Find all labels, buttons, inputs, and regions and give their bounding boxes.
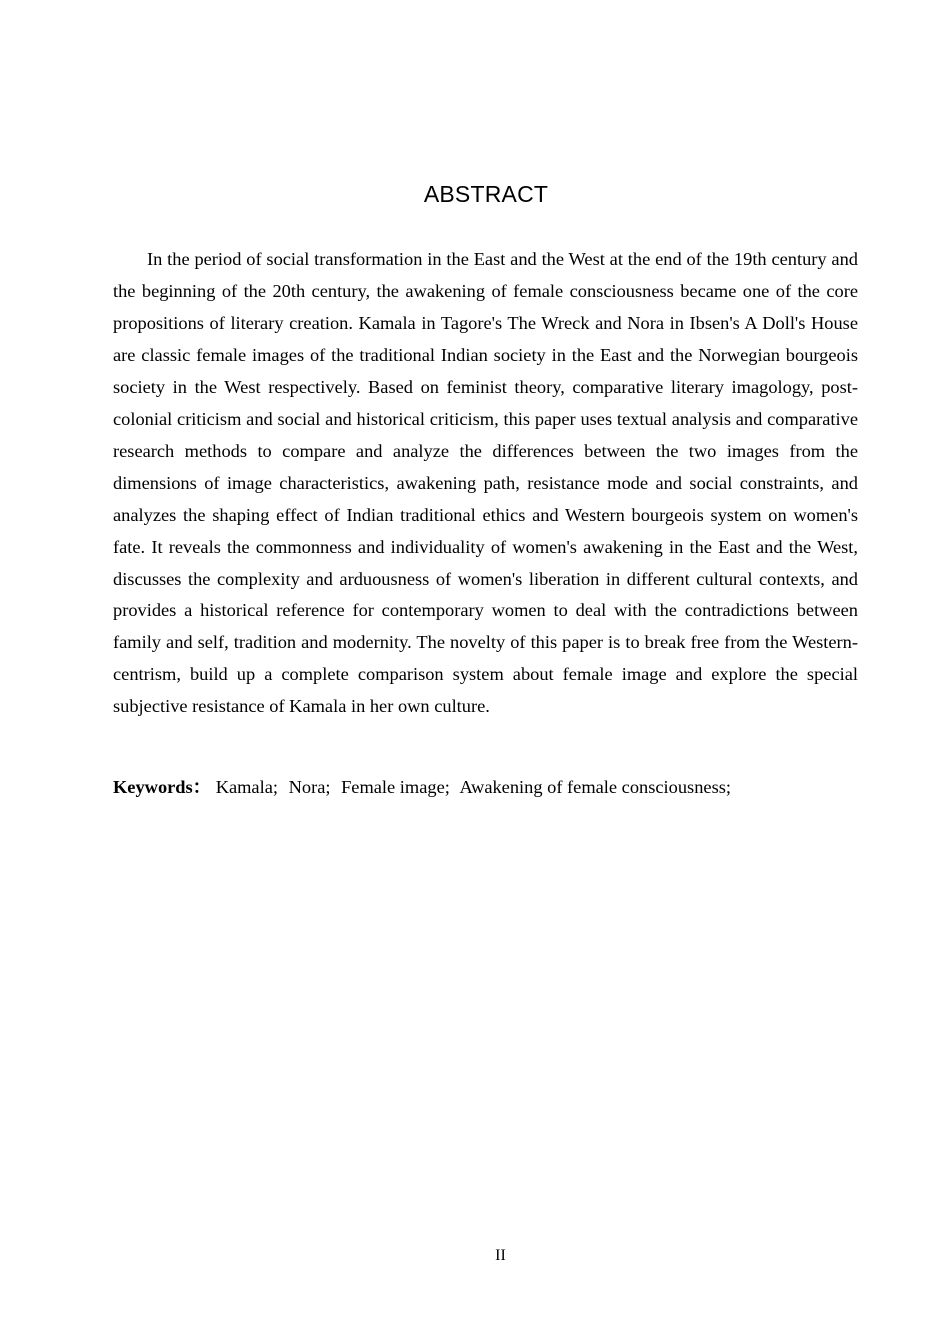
keyword-item: Awakening of female consciousness; <box>459 777 731 797</box>
keyword-item: Kamala; <box>215 777 278 797</box>
page-number: II <box>495 1247 506 1264</box>
keywords-line <box>113 771 858 803</box>
keywords-label: Keywords： <box>113 777 212 797</box>
abstract-title: ABSTRACT <box>423 181 549 207</box>
keyword-item: Nora; <box>288 777 331 797</box>
keyword-item: Female image; <box>341 777 450 797</box>
abstract-body: In the period of social transformation in the East and the West at the end of the 19th century and the beginning of the 20th century, the awakening of female consciousness became one of the core propositions of literary creation. Kamala in Tagore's The Wreck and Nora in Ibsen's A Doll's House are classic female images of the traditional Indian society in the East and the Norwegian bourgeois society in the West respectively. Based on feminist theory, comparative literary imagology, post-colonial criticism and social and historical criticism, this paper uses textual analysis and comparative research methods to compare and analyze the differences between the two images from the dimensions of image characteristics, awakening path, resistance mode and social constraints, and analyzes the shaping effect of Indian traditional ethics and Western bourgeois system on women's fate. It reveals the commonness and individuality of women's awakening in the East and the West, discusses the complexity and arduousness of women's liberation in different cultural contexts, and provides a historical reference for contemporary women to deal with the contradictions between family and self, tradition and modernity. The novelty of this paper is to break free from the Western-centrism, build up a complete comparison system about female image and explore the special subjective resistance of Kamala in her own culture. <box>113 249 858 717</box>
